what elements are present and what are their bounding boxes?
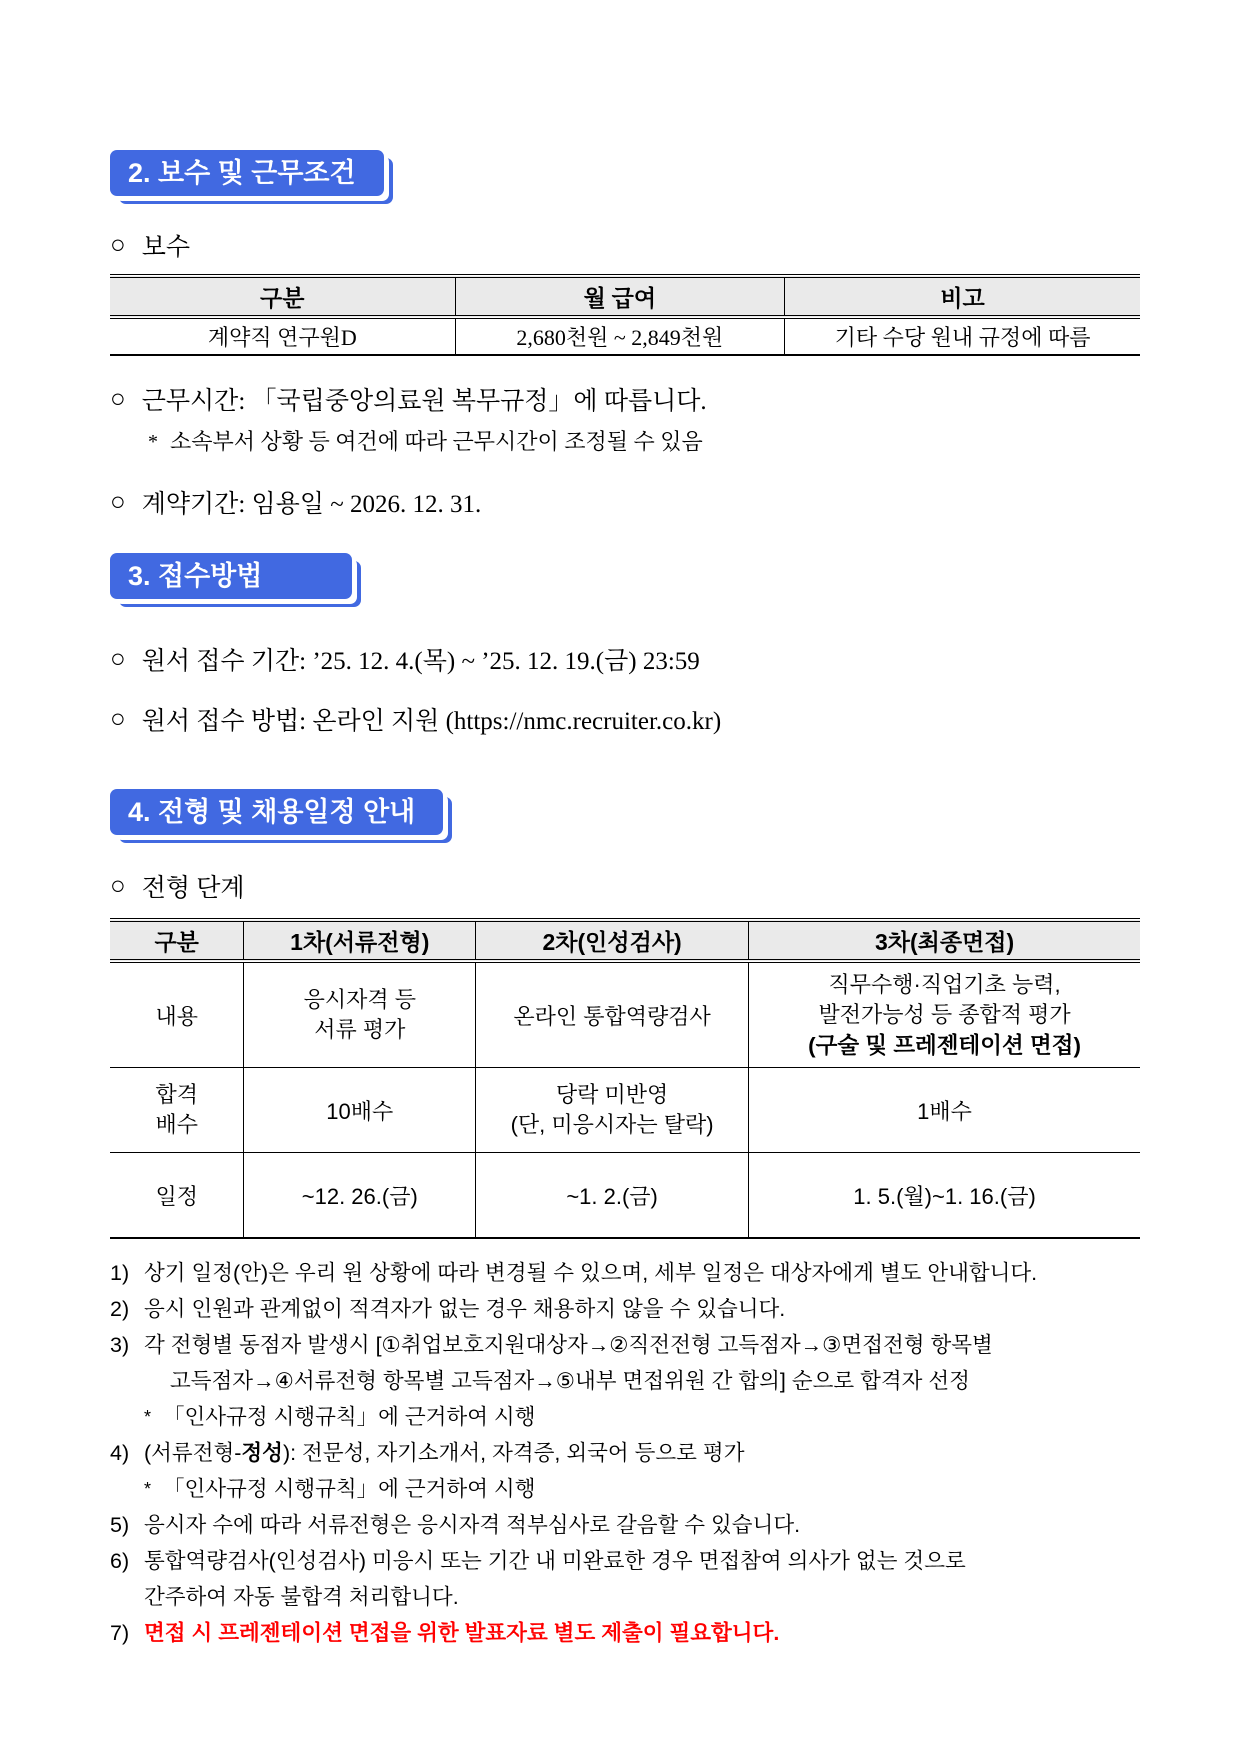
stage-col-round2: 2차(인성검사) (476, 920, 749, 961)
apply-period-line (110, 644, 1140, 674)
stage-col-round1: 1차(서류전형) (244, 920, 476, 961)
note-3-subnote-text: 「인사규정 시행규칙」에 근거하여 시행 (163, 1405, 536, 1429)
stage-line (110, 871, 1140, 901)
worktime-subnote-text: 소속부서 상황 등 여건에 따라 근무시간이 조정될 수 있음 (170, 428, 703, 454)
note-3-subnote (110, 1399, 1140, 1435)
note-5-text: 응시자 수에 따라 서류전형은 응시자격 적부심사로 갈음할 수 있습니다. (144, 1513, 801, 1537)
note-4 (110, 1435, 1140, 1471)
ratio-round3-cell: 1배수 (749, 1068, 1140, 1153)
note-2 (110, 1291, 1140, 1327)
section-2-title: 2. 보수 및 근무조건 (110, 150, 384, 196)
note-2-text: 응시 인원과 관계없이 적격자가 없는 경우 채용하지 않을 수 있습니다. (144, 1297, 786, 1321)
schedule-round3-cell: 1. 5.(월)~1. 16.(금) (749, 1153, 1140, 1239)
note-3-num: 3) (110, 1333, 130, 1357)
note-5 (110, 1507, 1140, 1543)
stage-table-header-row (110, 920, 1140, 961)
asterisk-icon: * (148, 430, 158, 453)
content-round3-cell (749, 961, 1140, 1068)
note-5-num: 5) (110, 1513, 130, 1537)
section-2-header (110, 150, 1140, 196)
note-4-num: 4) (110, 1441, 130, 1465)
note-2-num: 2) (110, 1297, 130, 1321)
salary-cell-remark: 기타 수당 원내 규정에 따름 (785, 317, 1140, 355)
ratio-label-line1: 합격 (155, 1082, 198, 1107)
stage-ratio-row (110, 1068, 1140, 1153)
ratio-round2-line2: (단, 미응시자는 탈락) (510, 1112, 714, 1137)
ratio-round1-cell: 10배수 (244, 1068, 476, 1153)
footnotes (110, 1255, 1140, 1651)
salary-table-row (110, 317, 1140, 355)
note-1-num: 1) (110, 1261, 130, 1285)
note-7-text: 면접 시 프레젠테이션 면접을 위한 발표자료 별도 제출이 필요합니다. (144, 1621, 780, 1645)
schedule-round1-cell: ~12. 26.(금) (244, 1153, 476, 1239)
ratio-round2-cell (476, 1068, 749, 1153)
section-4-header (110, 789, 1140, 835)
contract-line (110, 487, 1140, 517)
note-3 (110, 1327, 1140, 1363)
worktime-text: 근무시간: 「국립중앙의료원 복무규정」에 따릅니다. (141, 388, 707, 415)
content-round3-line2: 발전가능성 등 종합적 평가 (818, 1001, 1071, 1027)
pay-label: 보수 (141, 234, 191, 261)
asterisk-icon: * (144, 1407, 152, 1427)
pay-bullet-line (110, 230, 1140, 260)
salary-col-category: 구분 (110, 276, 455, 317)
salary-cell-monthly: 2,680천원 ~ 2,849천원 (455, 317, 785, 355)
section-3-title: 3. 접수방법 (110, 553, 352, 599)
note-6-continuation: 간주하여 자동 불합격 처리합니다. (144, 1585, 459, 1609)
note-4-bold: 정성 (241, 1441, 283, 1465)
note-3-text: 각 전형별 동점자 발생시 [①취업보호지원대상자→②직전전형 고득점자→③면접전형 항목별 (144, 1333, 993, 1357)
circle-bullet-icon: ○ (110, 644, 126, 673)
salary-cell-category: 계약직 연구원D (207, 325, 357, 350)
ratio-label-line2: 배수 (155, 1112, 198, 1137)
circle-bullet-icon: ○ (110, 487, 126, 516)
apply-method-text: 원서 접수 방법: 온라인 지원 (https://nmc.recruiter.co.kr) (141, 708, 722, 735)
circle-bullet-icon: ○ (110, 384, 126, 413)
stage-col-category: 구분 (110, 920, 244, 961)
note-1-text: 상기 일정(안)은 우리 원 상황에 따라 변경될 수 있으며, 세부 일정은 대상자에게 별도 안내합니다. (144, 1261, 1038, 1285)
stage-col-round3: 3차(최종면접) (749, 920, 1140, 961)
note-6-text: 통합역량검사(인성검사) 미응시 또는 기간 내 미완료한 경우 면접참여 의사가 없는 것으로 (144, 1549, 966, 1573)
note-7-num: 7) (110, 1621, 130, 1645)
ratio-round2-line1: 당락 미반영 (555, 1082, 669, 1107)
salary-table-header-row (110, 276, 1140, 317)
asterisk-icon: * (144, 1479, 152, 1499)
content-round2-cell: 온라인 통합역량검사 (476, 961, 749, 1068)
worktime-line (110, 384, 1140, 414)
schedule-round2-cell: ~1. 2.(금) (476, 1153, 749, 1239)
content-round1-cell (244, 961, 476, 1068)
section-3-header (110, 553, 1140, 599)
note-3-continuation: 고득점자→④서류전형 항목별 고득점자→⑤내부 면접위원 간 합의] 순으로 합격자 선정 (170, 1369, 970, 1393)
salary-table (110, 274, 1140, 356)
circle-bullet-icon: ○ (110, 230, 126, 259)
salary-col-remark: 비고 (785, 276, 1140, 317)
note-4-post: ): 전문성, 자기소개서, 자격증, 외국어 등으로 평가 (282, 1441, 745, 1465)
ratio-row-label (110, 1068, 244, 1153)
schedule-row-label: 일정 (155, 1183, 198, 1209)
content-round1-line2: 서류 평가 (314, 1017, 406, 1042)
content-row-label: 내용 (110, 961, 244, 1068)
stage-schedule-row (110, 1153, 1140, 1239)
stage-table (110, 918, 1140, 1239)
note-1 (110, 1255, 1140, 1291)
contract-text: 계약기간: 임용일 ~ 2026. 12. 31. (141, 491, 482, 518)
salary-col-monthly: 월 급여 (455, 276, 785, 317)
stage-label: 전형 단계 (141, 875, 245, 902)
apply-method-line (110, 704, 1140, 734)
content-round1-line1: 응시자격 등 (303, 987, 416, 1012)
note-4-subnote (110, 1471, 1140, 1507)
circle-bullet-icon: ○ (110, 871, 126, 900)
note-4-subnote-text: 「인사규정 시행규칙」에 근거하여 시행 (163, 1477, 536, 1501)
circle-bullet-icon: ○ (110, 704, 126, 733)
note-4-text (144, 1435, 1140, 1471)
worktime-subnote (110, 426, 1140, 454)
note-6 (110, 1543, 1140, 1579)
content-round3-bold-line: (구술 및 프레젠테이션 면접) (808, 1032, 1081, 1058)
note-7 (110, 1615, 1140, 1651)
content-round3-line1: 직무수행·직업기초 능력, (828, 971, 1061, 997)
apply-period-text: 원서 접수 기간: ’25. 12. 4.(목) ~ ’25. 12. 19.(금) 23:59 (141, 648, 700, 675)
stage-content-row (110, 961, 1140, 1068)
section-4-title: 4. 전형 및 채용일정 안내 (110, 789, 443, 835)
note-6-num: 6) (110, 1549, 130, 1573)
note-4-pre: (서류전형- (144, 1441, 242, 1465)
